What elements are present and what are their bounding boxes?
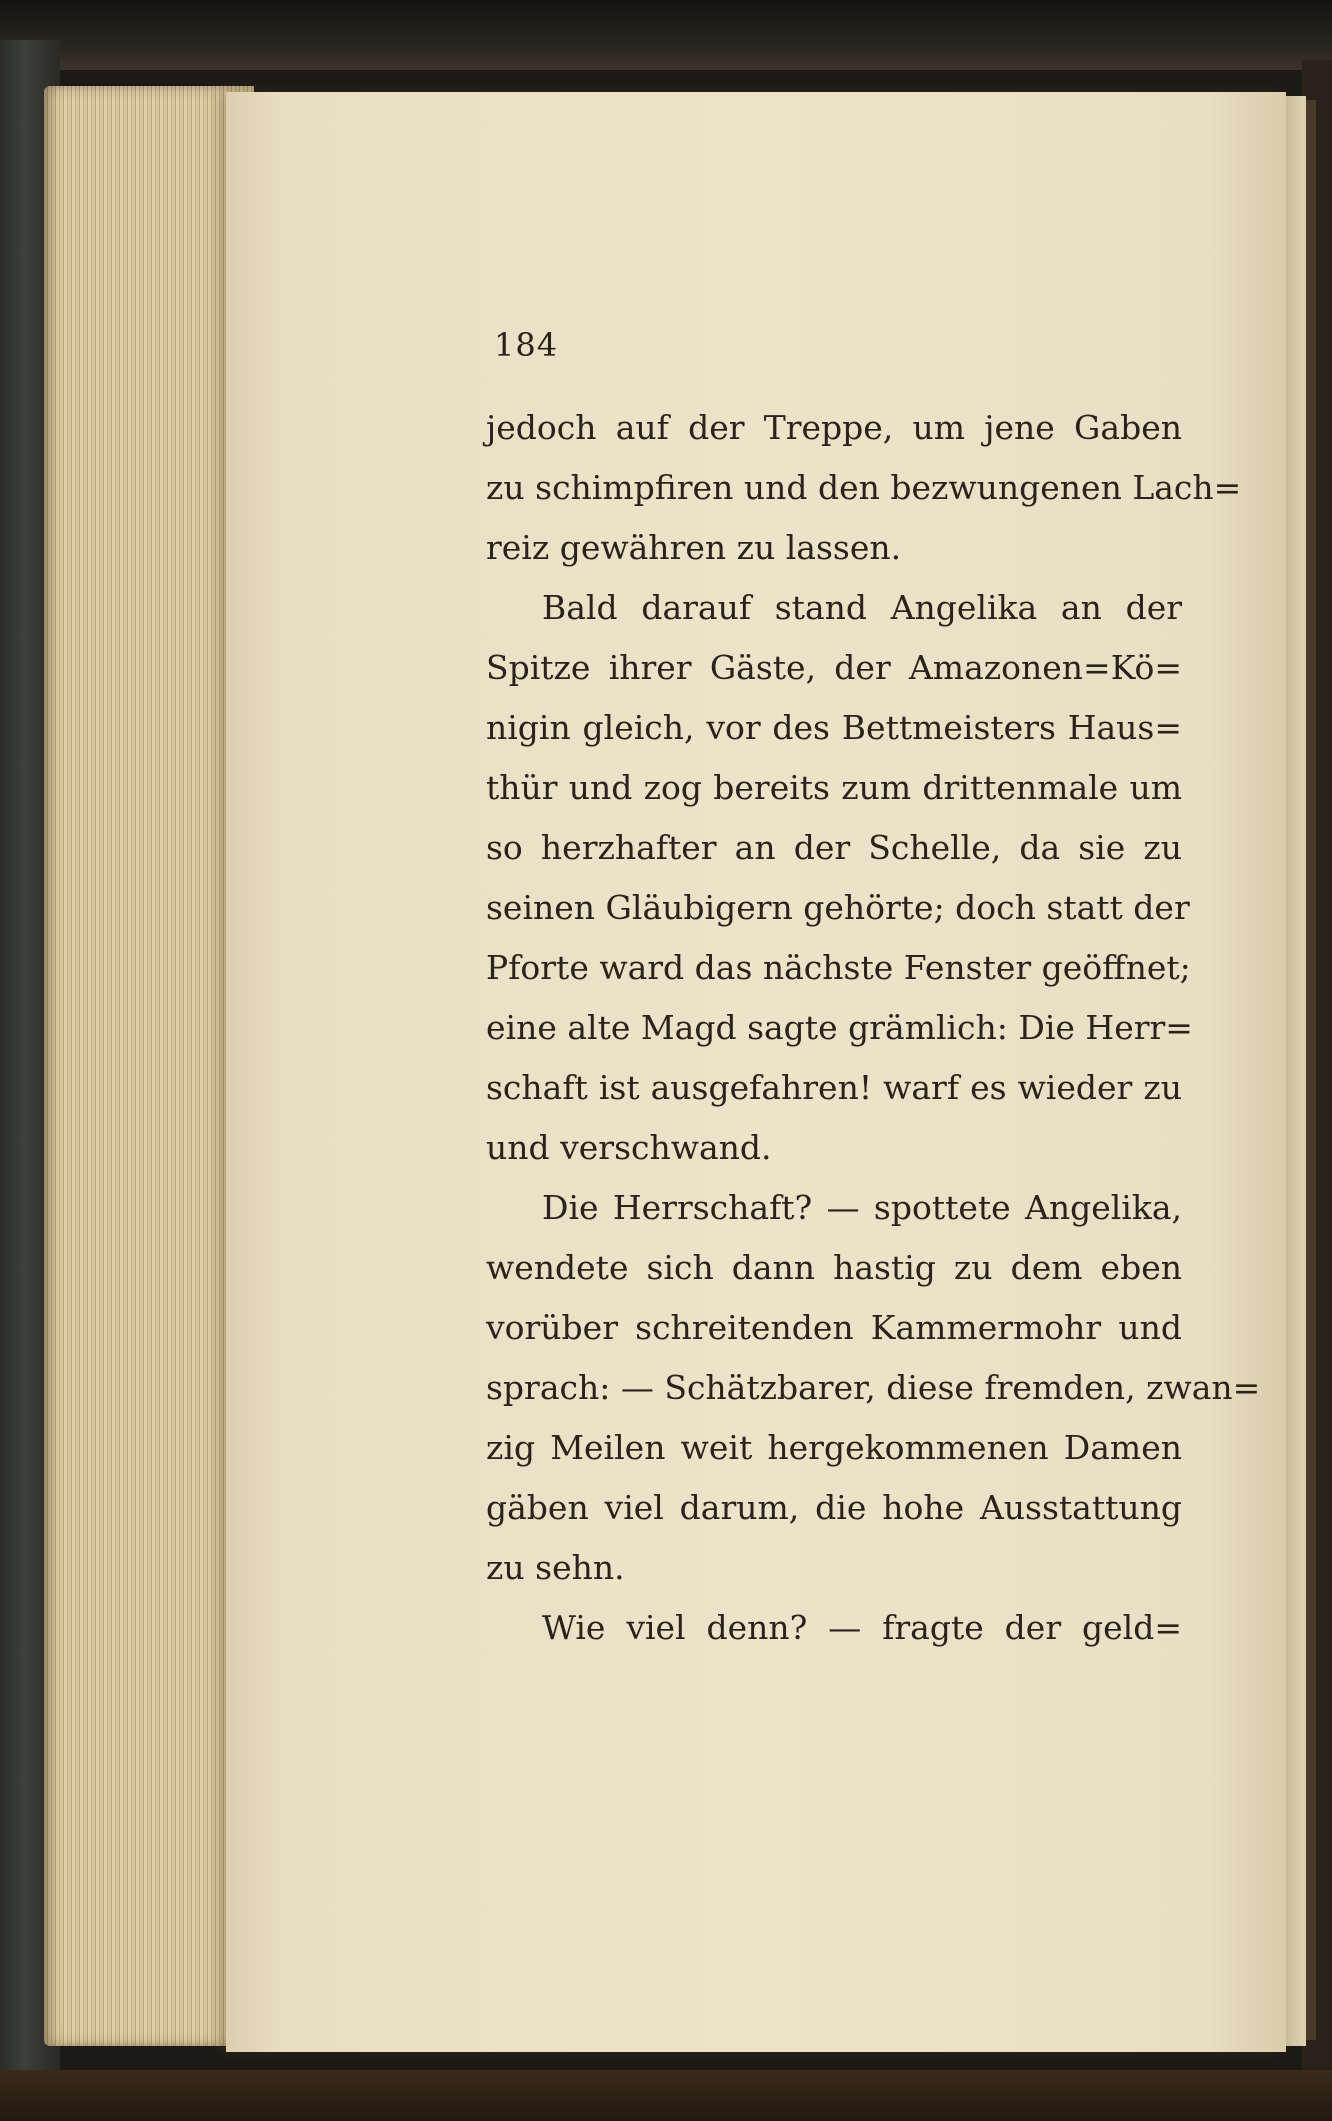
text-line: Pforte ward das nächste Fenster geöffnet; bbox=[486, 948, 1191, 987]
facing-page-gutter bbox=[1306, 100, 1316, 2040]
text-line: Spitze ihrer Gäste, der Amazonen=Kö= bbox=[486, 648, 1182, 687]
text-line: zig Meilen weit hergekommenen Damen bbox=[486, 1428, 1182, 1467]
text-line: so herzhafter an der Schelle, da sie zu bbox=[486, 828, 1182, 867]
text-line: gäben viel darum, die hohe Ausstattung bbox=[486, 1488, 1182, 1527]
book-cover-bottom bbox=[0, 2070, 1332, 2121]
text-line: vorüber schreitenden Kammermohr und bbox=[486, 1308, 1182, 1347]
text-line: zu sehn. bbox=[486, 1548, 625, 1587]
text-line: zu schimpfiren und den bezwungenen Lach= bbox=[486, 468, 1242, 507]
text-line: nigin gleich, vor des Bettmeisters Haus= bbox=[486, 708, 1182, 747]
page-text bbox=[486, 398, 1261, 1658]
text-line: und verschwand. bbox=[486, 1128, 772, 1167]
page-edges-stack bbox=[44, 86, 254, 2046]
book-cover-top bbox=[0, 0, 1332, 70]
text-line: jedoch auf der Treppe, um jene Gaben bbox=[486, 408, 1182, 447]
text-line: Wie viel denn? — fragte der geld= bbox=[542, 1608, 1182, 1647]
text-line: wendete sich dann hastig zu dem eben bbox=[486, 1248, 1182, 1287]
text-line: seinen Gläubigern gehörte; doch statt der bbox=[486, 888, 1190, 927]
text-line: thür und zog bereits zum drittenmale um bbox=[486, 768, 1182, 807]
text-line: reiz gewähren zu lassen. bbox=[486, 528, 902, 567]
text-line: Bald darauf stand Angelika an der bbox=[542, 588, 1182, 627]
text-line: eine alte Magd sagte grämlich: Die Herr= bbox=[486, 1008, 1193, 1047]
text-line: schaft ist ausgefahren! warf es wieder zu bbox=[486, 1068, 1182, 1107]
text-line: sprach: — Schätzbarer, diese fremden, zwan= bbox=[486, 1368, 1261, 1407]
text-line: Die Herrschaft? — spottete Angelika, bbox=[542, 1188, 1182, 1227]
page-number: 184 bbox=[494, 326, 559, 364]
